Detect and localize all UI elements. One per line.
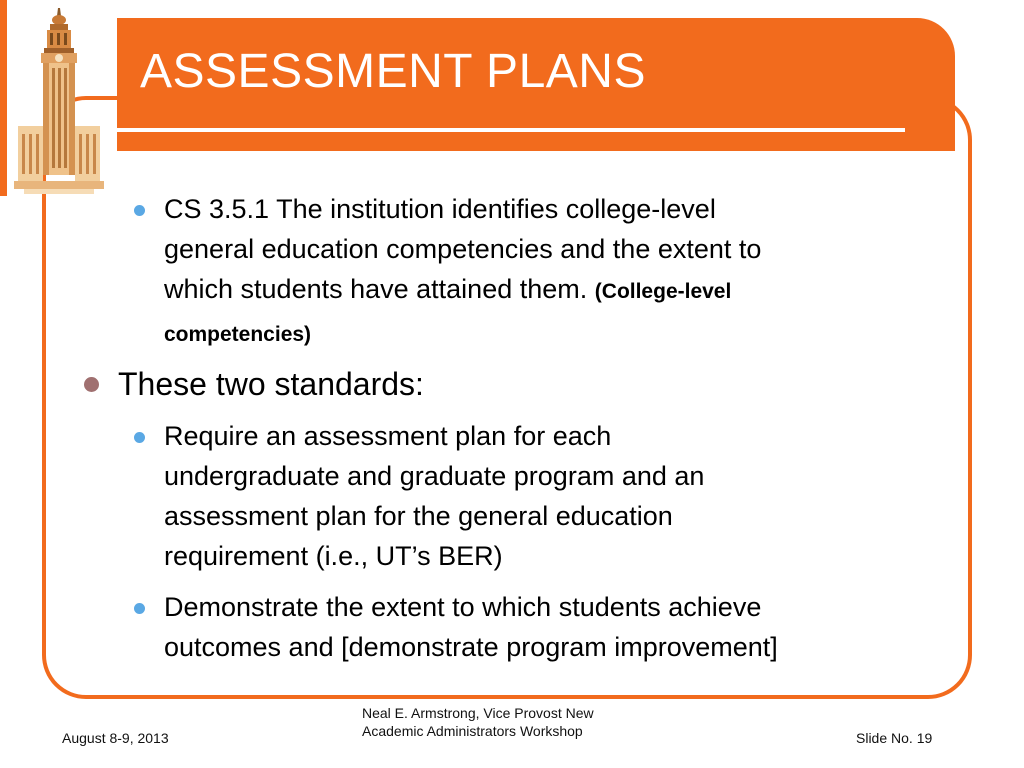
bullet-cs351-line-2: general education competencies and the extent to	[164, 234, 762, 264]
sub-bullet-dot	[134, 603, 145, 614]
main-bullet-dot	[84, 377, 99, 392]
footer-date: August 8-9, 2013	[62, 730, 169, 746]
bullet-sub-1-line-2: undergraduate and graduate program and an	[164, 461, 705, 491]
bullet-cs351-line-3	[164, 269, 954, 312]
sub-bullet-dot	[134, 205, 145, 216]
bullet-main: These two standards:	[118, 366, 424, 402]
bullet-cs351-bold-1: (College-level	[594, 280, 732, 303]
bullet-sub-1-line-3: assessment plan for the general education	[164, 501, 673, 531]
bullet-sub-1-line-1: Require an assessment plan for each	[164, 421, 612, 451]
bullet-cs351	[164, 189, 954, 355]
footer-center	[362, 704, 594, 740]
bullet-cs351-line-4	[164, 312, 954, 355]
bullet-cs351-line-3-text: which students have attained them.	[164, 274, 588, 304]
footer-center-line-1: Neal E. Armstrong, Vice Provost New	[362, 705, 594, 721]
bullet-sub-2	[164, 587, 954, 667]
sub-bullet-dot	[134, 432, 145, 443]
bullet-cs351-bold-2: competencies)	[164, 323, 312, 346]
bullet-sub-2-line-1: Demonstrate the extent to which students achieve	[164, 592, 762, 622]
bullet-cs351-line-1: CS 3.5.1 The institution identifies college-level	[164, 194, 716, 224]
footer-center-line-2: Academic Administrators Workshop	[362, 723, 583, 739]
bullet-sub-1-line-4: requirement (i.e., UT’s BER)	[164, 541, 503, 571]
slide-title: ASSESSMENT PLANS	[140, 45, 646, 98]
bullet-sub-2-line-2: outcomes and [demonstrate program improvement]	[164, 632, 778, 662]
bullet-sub-1	[164, 416, 954, 576]
footer-slide-number: Slide No. 19	[856, 730, 933, 746]
